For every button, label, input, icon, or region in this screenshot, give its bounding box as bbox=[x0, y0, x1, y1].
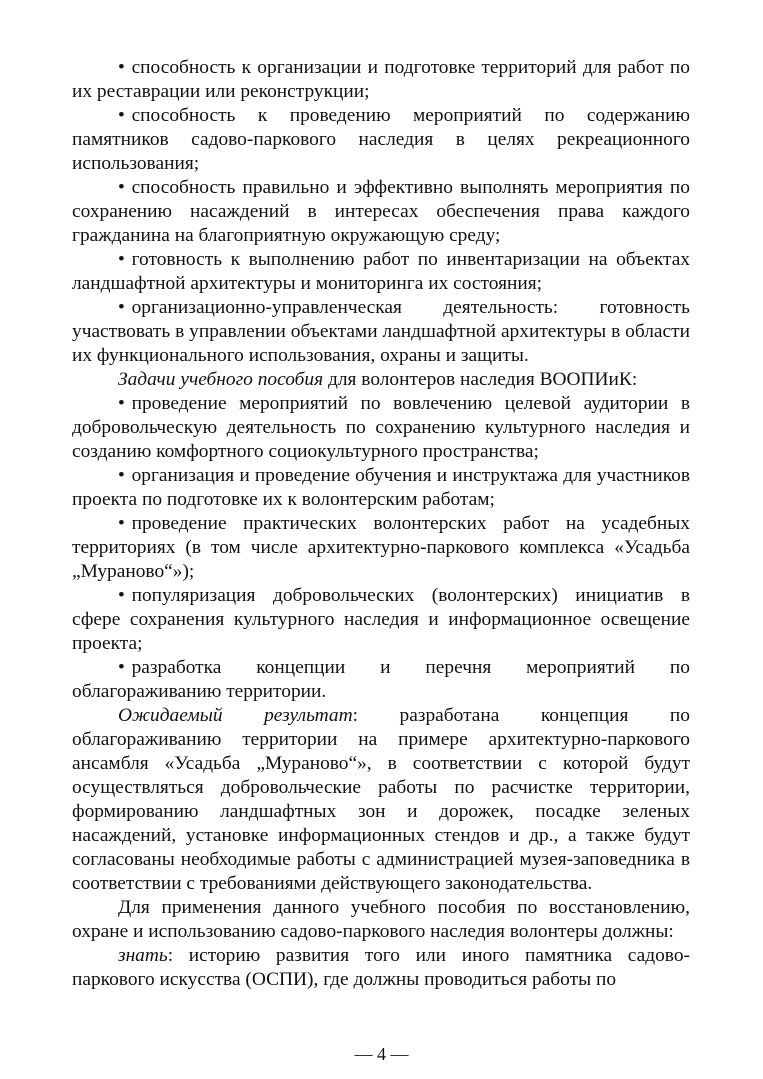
expected-result-lead: Ожидаемый результат bbox=[118, 705, 353, 726]
bullet-icon: • bbox=[118, 177, 125, 198]
competency-item bbox=[72, 176, 690, 248]
bullet-icon: • bbox=[118, 249, 125, 270]
task-text: разработка концепции и перечня мероприятий по облагораживанию территории. bbox=[72, 657, 690, 702]
page-number: — 4 — bbox=[354, 1044, 409, 1064]
document-page bbox=[72, 56, 690, 992]
bullet-icon: • bbox=[118, 513, 125, 534]
competency-item bbox=[72, 296, 690, 368]
bullet-icon: • bbox=[118, 105, 125, 126]
know-lead: знать bbox=[118, 945, 168, 966]
know-text: : историю развития того или иного памятника садово-паркового искусства (ОСПИ), где должны проводиться работы по bbox=[72, 945, 690, 990]
competency-text: готовность к выполнению работ по инвентаризации на объектах ландшафтной архитектуры и мониторинга их состояния; bbox=[72, 249, 690, 294]
tasks-intro bbox=[72, 368, 690, 392]
task-text: проведение мероприятий по вовлечению целевой аудитории в добровольческую деятельность по сохранению культурного наследия и созданию комфортного социокультурного пространства; bbox=[72, 393, 690, 462]
tasks-intro-text: для волонтеров наследия ВООПИиК: bbox=[323, 369, 638, 390]
task-text: проведение практических волонтерских работ на усадебных территориях (в том числе архитектурно-паркового комплекса «Усадьба „Мураново“»); bbox=[72, 513, 690, 582]
competency-item bbox=[72, 248, 690, 296]
bullet-icon: • bbox=[118, 465, 125, 486]
competency-text: способность к организации и подготовке территорий для работ по их реставрации или реконструкции; bbox=[72, 57, 690, 102]
competency-text: способность к проведению мероприятий по содержанию памятников садово-паркового наследия в целях рекреационного использования; bbox=[72, 105, 690, 174]
competency-text: организационно-управленческая деятельность: готовность участвовать в управлении объектами ландшафтной архитектуры в области их функционального использования, охраны и защиты. bbox=[72, 297, 690, 366]
competency-item bbox=[72, 56, 690, 104]
application-paragraph: Для применения данного учебного пособия по восстановлению, охране и использованию садово-паркового наследия волонтеры должны: bbox=[72, 897, 690, 942]
competency-text: способность правильно и эффективно выполнять мероприятия по сохранению насаждений в интересах обеспечения права каждого гражданина на благоприятную окружающую среду; bbox=[72, 177, 690, 246]
expected-result-text: : разработана концепция по облагораживанию территории на примере архитектурно-паркового ансамбля «Усадьба „Мураново“», в соответствии с которой будут осуществляться добровольческие работы по расчистке территории, формированию ландшафтных зон и дорожек, посадке зеленых насаждений, установке информационных стендов и др., а также будут согласованы необходимые работы с администрацией музея-заповедника в соответствии с требованиями действующего законодательства. bbox=[72, 705, 690, 894]
bullet-icon: • bbox=[118, 657, 125, 678]
task-item bbox=[72, 584, 690, 656]
task-item bbox=[72, 464, 690, 512]
bullet-icon: • bbox=[118, 57, 125, 78]
tasks-lead: Задачи учебного пособия bbox=[118, 369, 324, 390]
task-text: организация и проведение обучения и инструктажа для участников проекта по подготовке их к волонтерским работам; bbox=[72, 465, 690, 510]
bullet-icon: • bbox=[118, 585, 125, 606]
bullet-icon: • bbox=[118, 297, 125, 318]
know-paragraph bbox=[72, 944, 690, 992]
task-text: популяризация добровольческих (волонтерских) инициатив в сфере сохранения культурного наследия и информационное освещение проекта; bbox=[72, 585, 690, 654]
expected-result bbox=[72, 704, 690, 896]
bullet-icon: • bbox=[118, 393, 125, 414]
competency-item bbox=[72, 104, 690, 176]
task-item bbox=[72, 392, 690, 464]
task-item bbox=[72, 656, 690, 704]
task-item bbox=[72, 512, 690, 584]
